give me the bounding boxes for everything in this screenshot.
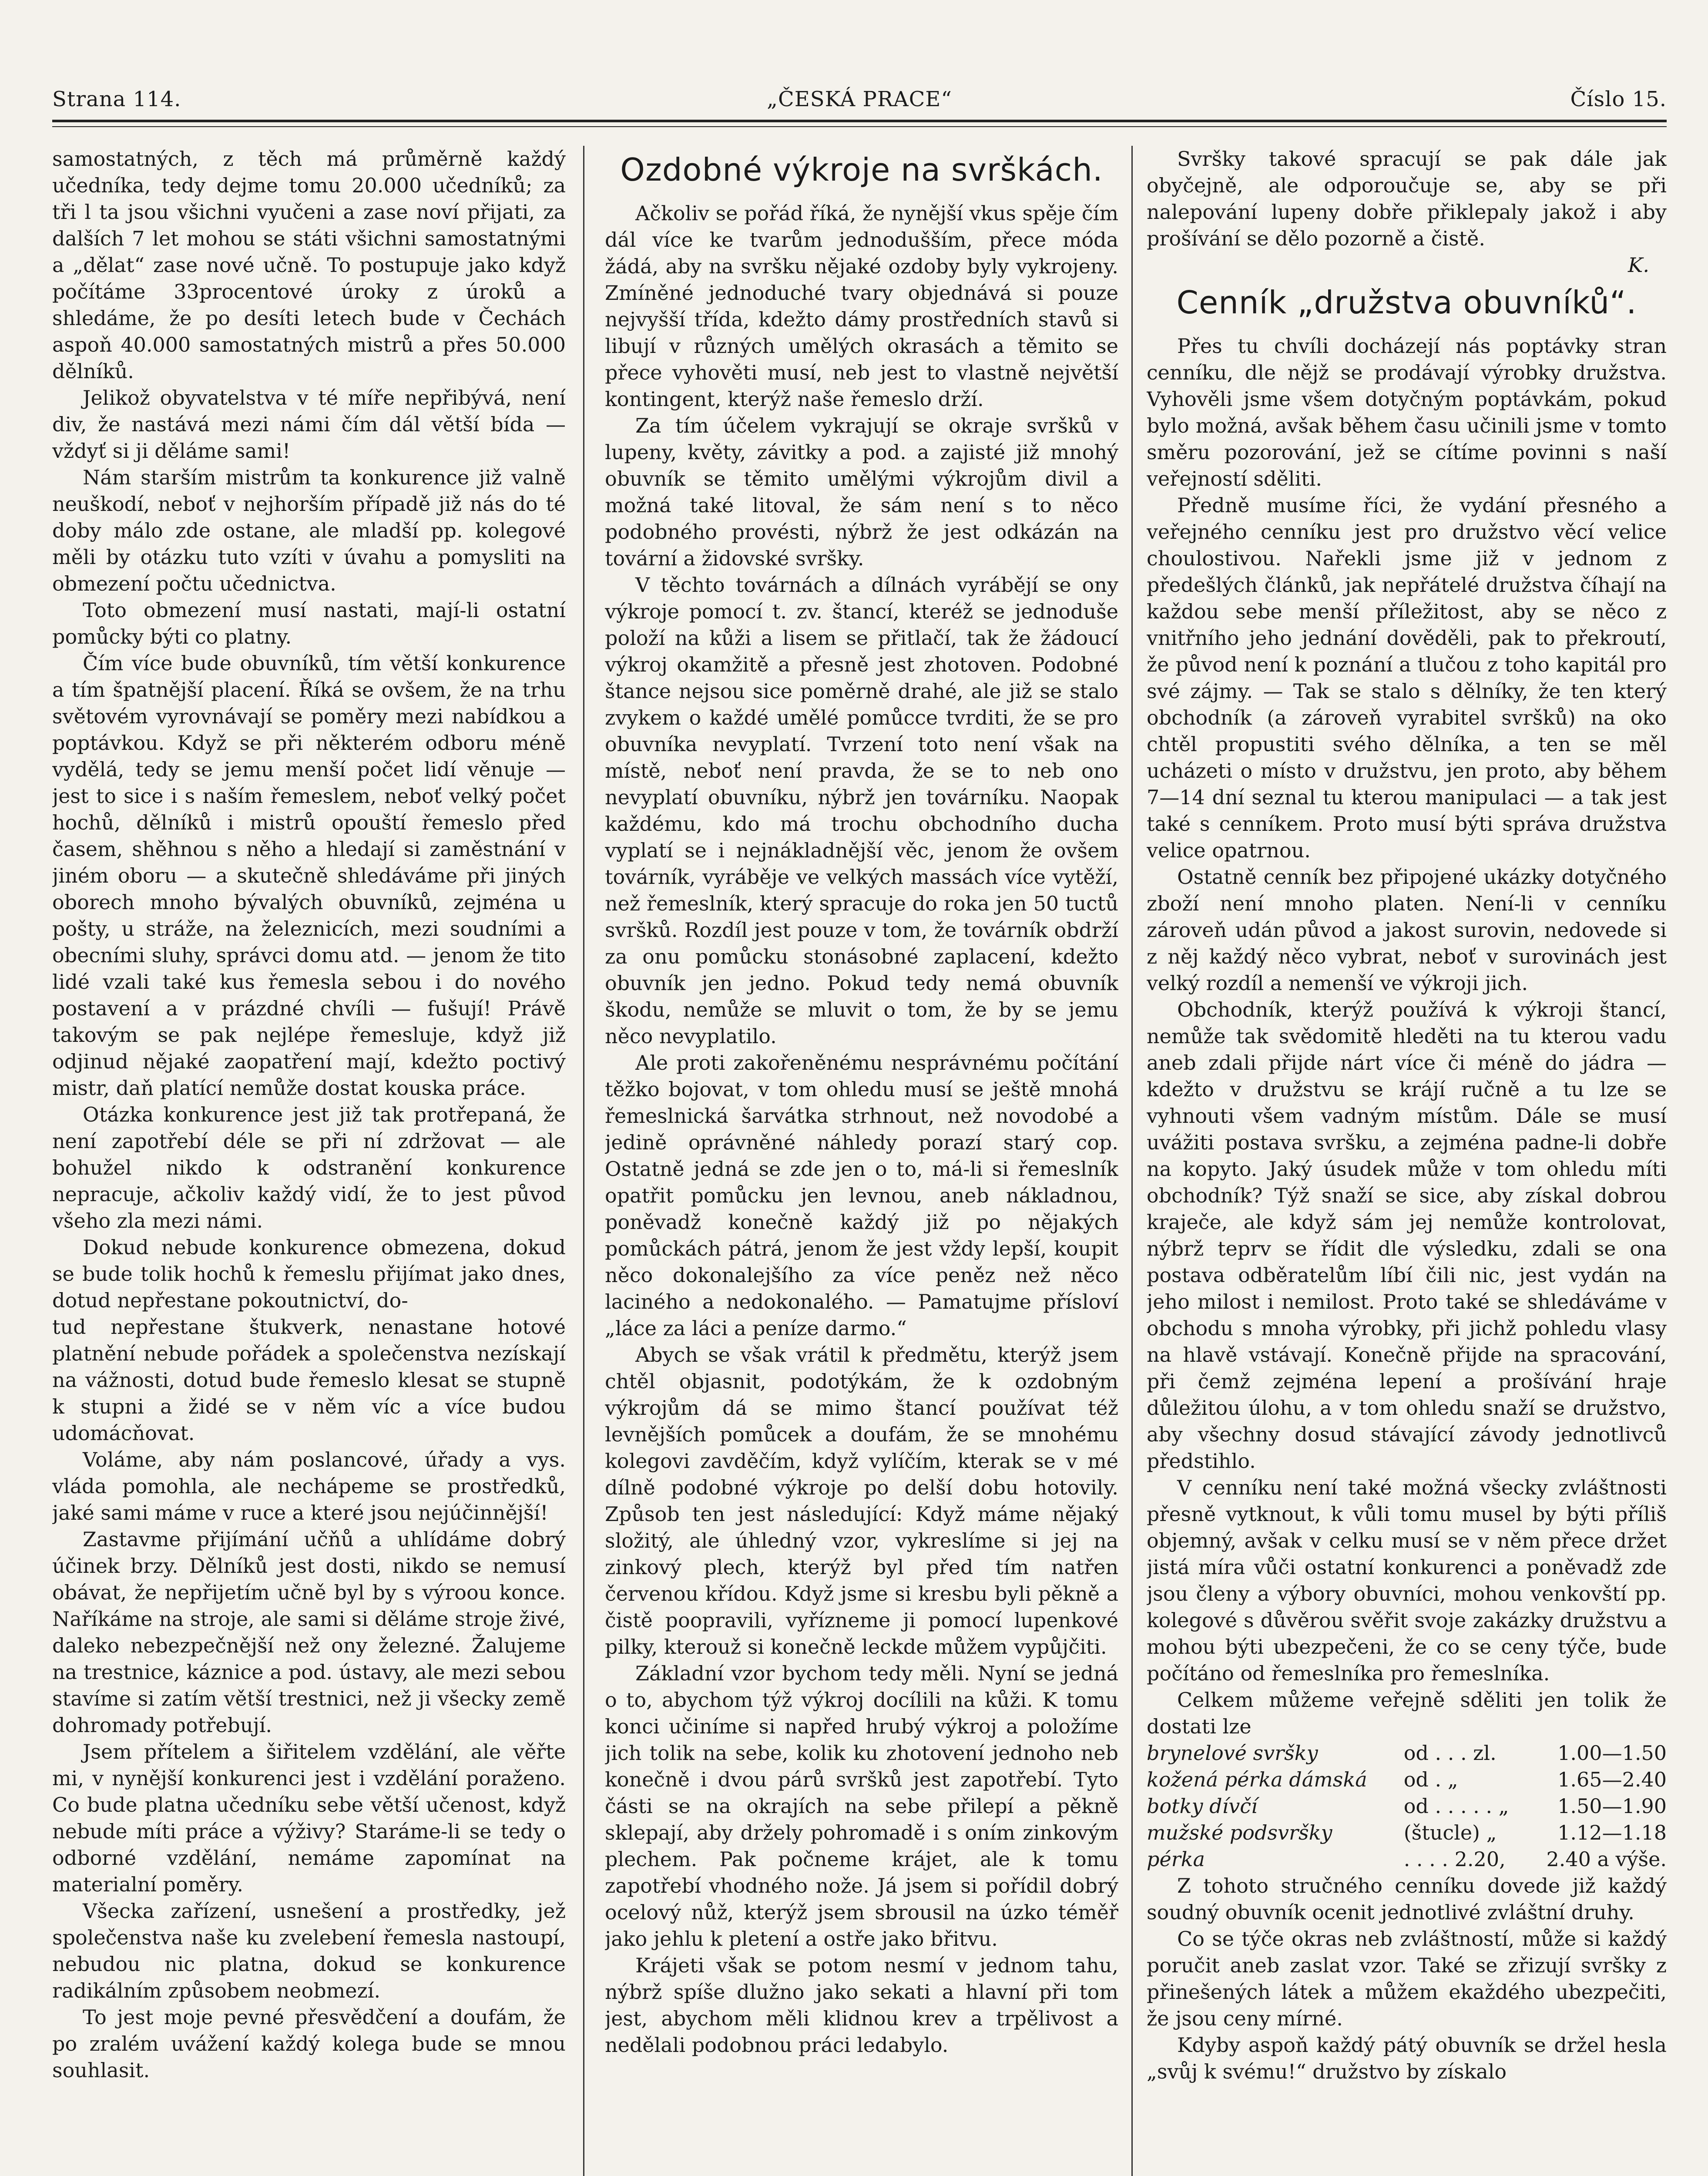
price-value: 1.50—1.90	[1557, 1794, 1667, 1818]
column-2	[605, 146, 1118, 2176]
paragraph: Kdyby aspoň každý pátý obuvník se držel hesla „svůj k svému!“ družstvo by získalo	[1147, 2033, 1667, 2083]
price-row	[1147, 1846, 1667, 1873]
header-rule	[52, 120, 1667, 122]
paragraph: Za tím účelem vykrajují se okraje svršků v lupeny, květy, závitky a pod. a zajisté již mnohý obuvník se těmito umělými výkrojům divil a možná také litoval, že sám není s to něco podobného provésti, nýbrž že jest odkázán na tovární a židovské svršky.	[605, 414, 1118, 570]
paragraph: Přes tu chvíli docházejí nás poptávky stran cenníku, dle nějž se prodávají výrobky družstva. Vyhověli jsme všem dotyčným poptávkám, pokud bylo možná, avšak během času učinili jsme v tomto směru pozorování, jež se cítíme povinni s naší veřejností sděliti.	[1147, 334, 1667, 490]
paragraph: Abych se však vrátil k předmětu, kterýž jsem chtěl objasnit, podotýkám, že k ozdobným výkrojům dá se mimo štancí používat též levnějších pomůcek a doufám, že se mnohému kolegovi zavděčím, když vylíčím, kterak se v mé dílně podobné výkroje po delší dobu hotovily. Způsob ten jest následující: Když máme nějaký složitý, ale úhledný vzor, vykreslíme si jej na zinkový plech, kterýž byl před tím natřen červenou křídou. Když jsme si kresbu byli pěkně a čistě poopravili, vyřízneme ji pomocí lupenkové pilky, kterouž si konečně leckde můžem vypůjčiti.	[605, 1343, 1118, 1659]
author-signature: K.	[1628, 253, 1649, 277]
issue-number: Číslo 15.	[1570, 87, 1667, 111]
paragraph: V těchto továrnách a dílnách vyrábějí se ony výkroje pomocí t. zv. štancí, kteréž se jednoduše položí na kůži a lisem se přitlačí, tak že žádoucí výkroj okamžitě a přesně jest zhotoven. Podobné štance nejsou sice poměrně drahé, ale již se stalo zvykem o každé umělé pomůcce tvrditi, že se pro obuvníka nevyplatí. Tvrzení toto není však na místě, neboť není pravda, že se to neb ono nevyplatí obuvníku, nýbrž jen továrníku. Naopak každému, kdo má trochu obchodního ducha vyplatí se i nejnákladnější věc, jenom že ovšem továrník, vyráběje ve velkých massách více vytěží, než řemeslník, který spracuje do roka jen 50 tuctů svršků. Rozdíl jest pouze v tom, že továrník obdrží za onu pomůcku stonásobné zaplacení, kdežto obuvník jen jedno. Pokud tedy nemá obuvník škodu, nemůže se mluvit o tom, že by se jemu něco nevyplatilo.	[605, 573, 1118, 1048]
paragraph: Všecka zařízení, usnešení a prostředky, jež společenstva naše ku zvelebení řemesla nastoupí, nebudou nic platna, dokud se konkurence radikálním způsobem neobmezí.	[52, 1899, 566, 2002]
paragraph: tud nepřestane štukverk, nenastane hotové platnění nebude pořádek a společenstva nezískají na vážnosti, dotud bude řemeslo klesat se stupně k stupni a židé se v něm víc a více budou udomácňovat.	[52, 1315, 566, 1445]
paragraph: Ale proti zakořeněnému nesprávnému počítání těžko bojovat, v tom ohledu musí se ještě mnohá řemeslnická šarvátka strhnout, než novodobé a jedině oprávněné náhledy porazí starý cop. Ostatně jedná se zde jen o to, má-li si řemeslník opatřit pomůcku jen levnou, aneb nákladnou, poněvadž konečně každý již po nějakých pomůckách pátrá, jenom že jest vždy lepší, koupit něco dokonalejšího za více peněz než něco laciného a nedokonalého. — Pamatujme přísloví „láce za láci a peníze darmo.“	[605, 1051, 1118, 1340]
price-sep: od . „	[1403, 1768, 1458, 1791]
price-sep: od . . . zl.	[1403, 1741, 1497, 1765]
paragraph: Čím více bude obuvníků, tím větší konkurence a tím špatnější placení. Říká se ovšem, že na trhu světovém vyrovnávají se poměry mezi nabídkou a poptávkou. Když se při některém odboru méně vydělá, tedy se jemu menší počet lidí věnuje — jest to sice i s naším řemeslem, neboť velký počet hochů, dělníků i mistrů opouští řemeslo před časem, shěhnou s něho a hledají si zaměstnání v jiném oboru — a skutečně shledáváme při jiných oborech mnoho bývalých obuvníků, zejména u pošty, u stráže, na železnicích, mezi soudními a obecními sluhy, správci domu atd. — jenom že tito lidé vzali také kus řemesla sebou i do nového postavení a v prázdné chvíli — fušují! Právě takovým se pak nejlépe řemesluje, když již odjinud nějaké zaopatření mají, kdežto poctivý mistr, daň platící nemůže dostat kouska práce.	[52, 651, 566, 1100]
paragraph: Základní vzor bychom tedy měli. Nyní se jedná o to, abychom týž výkroj docílili na kůži. K tomu konci učiníme si napřed hrubý výkroj a položíme jich tolik na sebe, kolik ku zhotovení jednoho neb konečně i dvou párů svršků jest zapotřebí. Tyto části se na okrajích na sebe přilepí a pěkně sklepají, aby držely pohromadě i s oním zinkovým plechem. Pak počneme krájet, ale k tomu zapotřebí vhodného nože. Já jsem si pořídil dobrý ocelový nůž, kterýž jsem sbrousil na úzko téměř jako jehlu k pletení a ostře jako břitvu.	[605, 1662, 1118, 1951]
price-row	[1147, 1766, 1667, 1793]
column-divider	[1131, 146, 1133, 2176]
paragraph: samostatných, z těch má průměrně každý učedníka, tedy dejme tomu 20.000 učedníků; za tři l ta jsou všichni vyučeni a zase noví přijati, za dalších 7 let mohou se státi všichni samostatnými a „dělat“ zase nové učně. To postupuje jako když počítáme 33procentové úroky z úroků a shledáme, že po desíti letech bude v Čechách aspoň 40.000 samostatných mistrů a přes 50.000 dělníků.	[52, 147, 566, 383]
periodical-title: „ČESKÁ PRACE“	[767, 87, 952, 111]
page-header	[52, 87, 1667, 122]
price-sep: (štucle) „	[1403, 1821, 1497, 1844]
paragraph: Svršky takové spracují se pak dále jak obyčejně, ale odporoučuje se, aby se při nalepování lupeny dobře přiklepaly jakož i aby prošívání se dělo pozorně a čistě.	[1147, 147, 1667, 250]
paragraph: Obchodník, kterýž používá k výkroji štancí, nemůže tak svědomitě hleděti na tu kterou vadu aneb zdali přijde nárt více či méně do jádra — kdežto v družstvu se krájí ručně a tu lze se vyhnouti všem vadným místům. Dále se musí uvážiti postava svršku, a zejména padne-li dobře na kopyto. Jaký úsudek může v tom ohledu míti obchodník? Týž snaží se sice, aby získal dobrou kraječe, ale když sám jej nemůže kontrolovat, nýbrž teprv se řídit dle výsledku, zdali se ona postava odběratelům líbí čili nic, jest vydán na jeho milost i nemilost. Proto také se shledáváme v obchodu s mnoha výrobky, při jichž pohledu vlasy na hlavě vstávají. Konečně přijde na spracování, při čemž zejména lepení a prošívání hraje důležitou úlohu, a v tom ohledu snaží se družstvo, aby všechny dosud stávající závody jednotlivců předstihlo.	[1147, 998, 1667, 1473]
paragraph: Nám starším mistrům ta konkurence již valně neuškodí, neboť v nejhorším případě již nás do té doby málo zde ostane, ale mladší pp. kolegové měli by otázku tuto vzíti v úvahu a pomysliti na obmezení počtu učednictva.	[52, 466, 566, 595]
paragraph: Co se týče okras neb zvláštností, může si každý poručit aneb zaslat vzor. Také se zřizují svršky z přinešených látek a můžem ekaždého ubezpečiti, že jsou ceny mírné.	[1147, 1927, 1667, 2030]
paragraph: Jelikož obyvatelstva v té míře nepřibývá, není div, že nastává mezi námi čím dál větší bída — vždyť si ji děláme sami!	[52, 386, 566, 463]
price-value: 2.40 a výše.	[1546, 1847, 1667, 1871]
price-item: brynelové svršky	[1147, 1741, 1318, 1765]
paragraph: Předně musíme říci, že vydání přesného a veřejného cenníku jest pro družstvo věcí velice choulostivou. Nařekli jsme již v jednom z předešlých článků, jak nepřátelé družstva číhají na každou sebe menší příležitost, aby se něco z vnitřního jeho jednání dověděli, pak to překroutí, že původ není k poznání a tlučou z toho kapitál pro své zájmy. — Tak se stalo s dělníky, že ten který obchodník (a zároveň vyrabitel svršků) na oko chtěl propustiti svého dělníka, a ten se měl ucházeti o místo v družstvu, jen proto, aby během 7—14 dní seznal tu kterou manipulaci — a tak jest také s cenníkem. Proto musí býti správa družstva velice opatrnou.	[1147, 494, 1667, 862]
paragraph: Dokud nebude konkurence obmezena, dokud se bude tolik hochů k řemeslu přijímat jako dnes, dotud nepřestane pokoutnictví, do-	[52, 1236, 566, 1312]
paragraph: Ostatně cenník bez připojené ukázky dotyčného zboží není mnoho platen. Není-li v cenníku zároveň udán původ a jakost surovin, nedovede si z něj každý něco vybrat, neboť v surovinách jest velký rozdíl a nemenší ve výkroji jich.	[1147, 865, 1667, 995]
price-item: mužské podsvršky	[1147, 1821, 1332, 1844]
page-number: Strana 114.	[52, 87, 181, 111]
column-divider	[583, 146, 584, 2176]
paragraph: Zastavme přijímání učňů a uhlídáme dobrý účinek brzy. Dělníků jest dosti, nikdo se nemusí obávat, že nepřijetím učně byl by s výroou konce. Naříkáme na stroje, ale sami si děláme stroje živé, daleko nebezpečnější než ony železné. Žalujeme na trestnice, káznice a pod. ústavy, ale mezi sebou stavíme si zatím větší trestnici, než ji všecky země dohromady potřebují.	[52, 1528, 566, 1737]
paragraph: Celkem můžeme veřejně sděliti jen tolik že dostati lze	[1147, 1688, 1667, 1738]
price-value: 1.65—2.40	[1557, 1768, 1667, 1791]
paragraph: Ačkoliv se pořád říká, že nynější vkus spěje čím dál více ke tvarům jednodušším, přece móda žádá, aby na svršku nějaké ozdoby byly vykrojeny. Zmíněné jednoduché tvary objednává si pouze nejvyšší třída, kdežto dámy prostředních stavů si libují v různých umělých okrasách a těmito se přece vyhověti musí, neb jest to vlastně největší kontingent, kterýž naše řemeslo drží.	[605, 201, 1118, 411]
price-row	[1147, 1820, 1667, 1846]
paragraph: Krájeti však se potom nesmí v jednom tahu, nýbrž spíše dlužno jako sekati a hlavní při tom jest, abychom měli klidnou krev a trpělivost a nedělali podobnou práci ledabylo.	[605, 1954, 1118, 2057]
price-row	[1147, 1740, 1667, 1766]
price-sep: . . . . 2.20,	[1403, 1847, 1506, 1871]
price-value: 1.00—1.50	[1557, 1741, 1667, 1765]
paragraph: Z tohoto stručného cenníku dovede již každý soudný obuvník ocenit jednotlivé zvláštní druhy.	[1147, 1874, 1667, 1924]
paragraph: Voláme, aby nám poslancové, úřady a vys. vláda pomohla, ale nechápeme se prostředků, jaké sami máme v ruce a které jsou nejúčinnější!	[52, 1448, 566, 1525]
paragraph: Otázka konkurence jest již tak protřepaná, že není zapotřebí déle se při ní zdržovat — ale bohužel nikdo k odstranění konkurence nepracuje, ačkoliv každý vidí, že to jest původ všeho zla mezi námi.	[52, 1103, 566, 1232]
price-item: pérka	[1147, 1847, 1205, 1871]
column-3	[1147, 146, 1667, 2176]
price-list	[1147, 1740, 1667, 1873]
paragraph: To jest moje pevné přesvědčení a doufám, že po zralém uvážení každý kolega bude se mnou souhlasit.	[52, 2005, 566, 2082]
paragraph: Jsem přítelem a šiřitelem vzdělání, ale věřte mi, v nynější konkurenci jest i vzdělání poraženo. Co bude platna učedníku sebe větší učenost, když nebude míti práce a výživy? Staráme-li se tedy o odborné vzdělání, nemáme zapomínat na materialní poměry.	[52, 1740, 566, 1896]
price-sep: od . . . . . „	[1403, 1794, 1509, 1818]
price-item: kožená pérka dámská	[1147, 1768, 1367, 1791]
price-row	[1147, 1793, 1667, 1820]
paragraph: Toto obmezení musí nastati, mají-li ostatní pomůcky býti co platny.	[52, 598, 566, 648]
paragraph: V cenníku není také možná všecky zvláštnosti přesně vytknout, k vůli tomu musel by býti příliš objemný, avšak v celku musí se v něm přece držet jistá míra vůči ostatní konkurenci a poněvadž zde jsou členy a výbory obuvníci, mohou venkovští pp. kolegové s důvěrou svěřit svoje zakázky družstvu a mohou býti ubezpečeni, že co se ceny týče, bude počítáno od řemeslníka pro řemeslníka.	[1147, 1476, 1667, 1685]
article-heading: Cenník „družstva obuvníků“.	[1176, 284, 1637, 321]
header-rule-thin	[52, 126, 1667, 127]
price-value: 1.12—1.18	[1557, 1821, 1667, 1844]
article-heading: Ozdobné výkroje na svrškách.	[620, 151, 1103, 188]
price-item: botky dívčí	[1147, 1794, 1258, 1818]
column-1	[52, 146, 566, 2176]
